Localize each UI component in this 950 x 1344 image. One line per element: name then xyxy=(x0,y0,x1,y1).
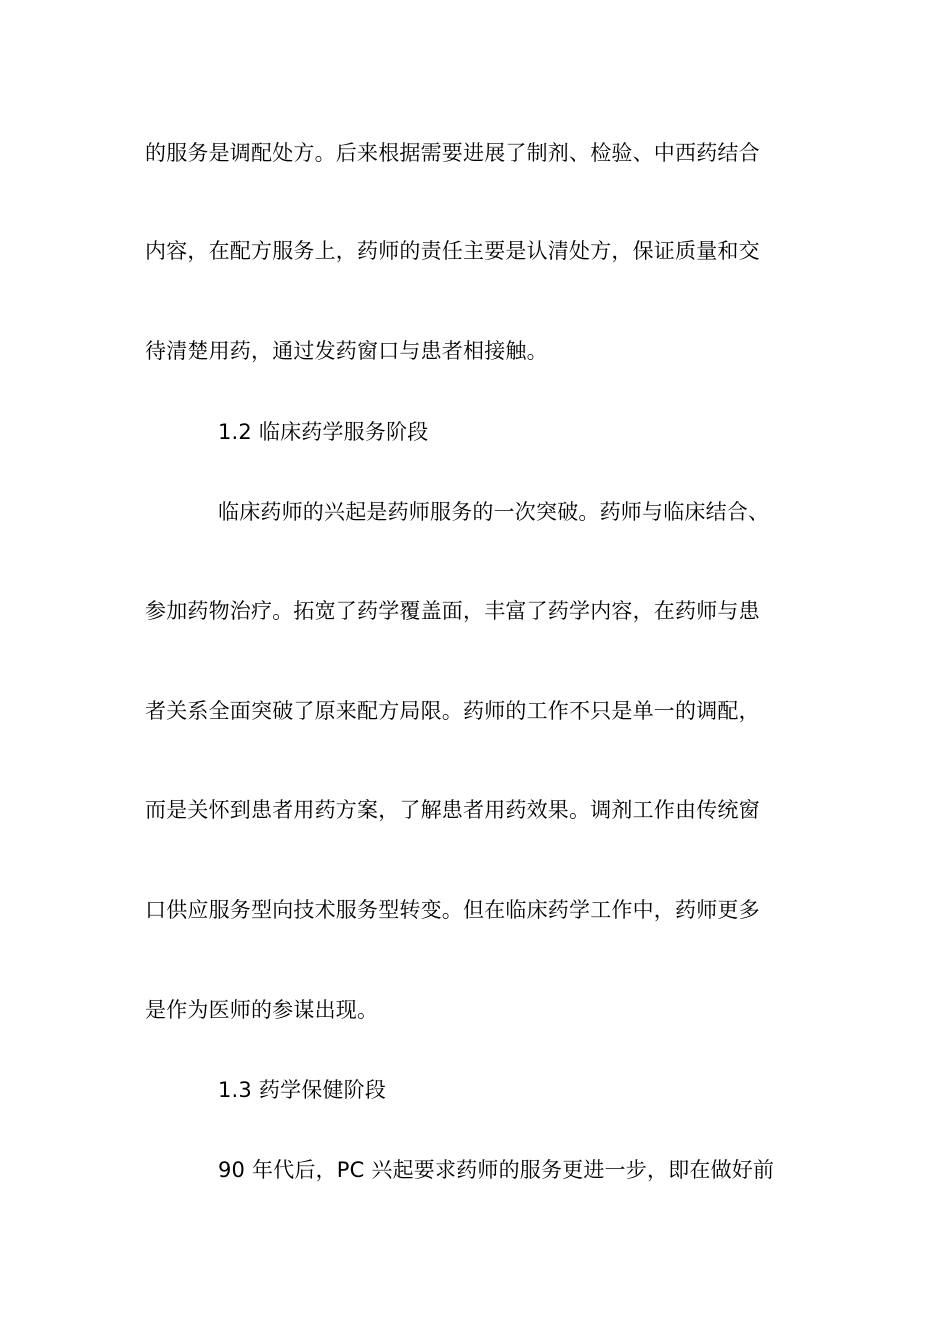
paragraph-line: 内容，在配方服务上，药师的责任主要是认清处方，保证质量和交 xyxy=(145,239,760,263)
section-heading: 1.3 药学保健阶段 xyxy=(218,1078,387,1102)
paragraph-line: 临床药师的兴起是药师服务的一次突破。药师与临床结合、 xyxy=(218,500,770,524)
section-heading: 1.2 临床药学服务阶段 xyxy=(218,420,429,444)
paragraph-line: 90 年代后，PC 兴起要求药师的服务更进一步，即在做好前 xyxy=(218,1158,775,1182)
paragraph-line: 者关系全面突破了原来配方局限。药师的工作不只是单一的调配， xyxy=(145,699,760,723)
paragraph-line: 口供应服务型向技术服务型转变。但在临床药学工作中，药师更多 xyxy=(145,898,760,922)
paragraph-line: 参加药物治疗。拓宽了药学覆盖面，丰富了药学内容，在药师与患 xyxy=(145,599,760,623)
paragraph-line: 待清楚用药，通过发药窗口与患者相接触。 xyxy=(145,339,548,363)
paragraph-line: 是作为医师的参谋出现。 xyxy=(145,998,379,1022)
paragraph-line: 的服务是调配处方。后来根据需要进展了制剂、检验、中西药结合 xyxy=(145,141,760,165)
paragraph-line: 而是关怀到患者用药方案，了解患者用药效果。调剂工作由传统窗 xyxy=(145,798,760,822)
